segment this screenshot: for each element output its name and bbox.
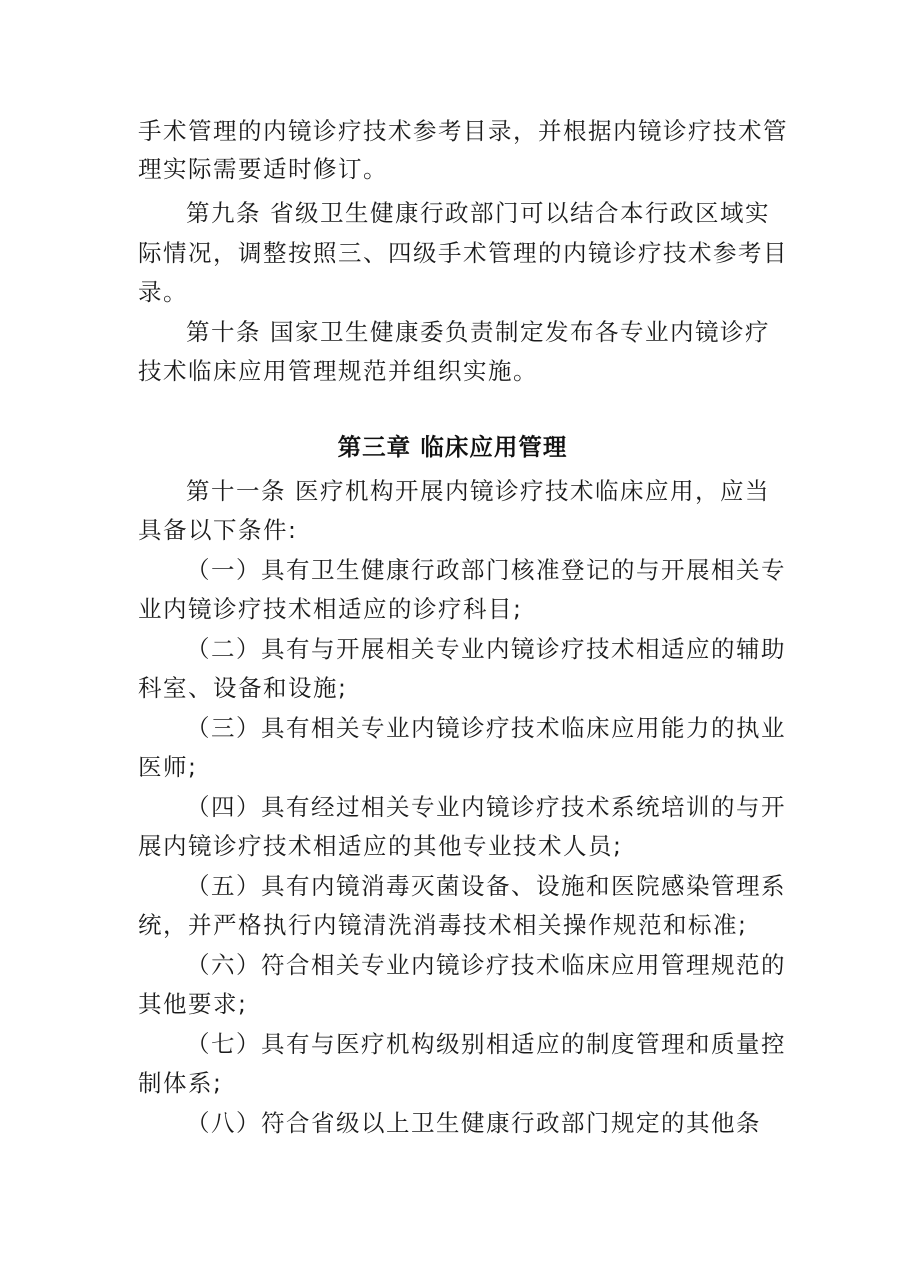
list-item-1: （一）具有卫生健康行政部门核准登记的与开展相关专 bbox=[186, 556, 786, 584]
article-11-first-line: 第十一条 医疗机构开展内镜诊疗技术临床应用，应当 bbox=[186, 477, 770, 505]
list-item-3: （三）具有相关专业内镜诊疗技术临床应用能力的执业 bbox=[186, 714, 786, 742]
text-line: 理实际需要适时修订。 bbox=[138, 155, 388, 183]
text-line: 制体系; bbox=[138, 1069, 223, 1097]
list-item-4: （四）具有经过相关专业内镜诊疗技术系统培训的与开 bbox=[186, 793, 786, 821]
text-line: 医师; bbox=[138, 753, 198, 781]
text-line: 统，并严格执行内镜清洗消毒技术相关操作规范和标准; bbox=[138, 911, 748, 939]
article-9-first-line: 第九条 省级卫生健康行政部门可以结合本行政区域实 bbox=[186, 199, 770, 227]
text-line: 际情况，调整按照三、四级手术管理的内镜诊疗技术参考目 bbox=[138, 239, 788, 267]
article-10-first-line: 第十条 国家卫生健康委负责制定发布各专业内镜诊疗 bbox=[186, 318, 770, 346]
list-item-7: （七）具有与医疗机构级别相适应的制度管理和质量控 bbox=[186, 1030, 786, 1058]
text-line: 科室、设备和设施; bbox=[138, 674, 348, 702]
list-item-6: （六）符合相关专业内镜诊疗技术临床应用管理规范的 bbox=[186, 951, 786, 979]
text-line: 展内镜诊疗技术相适应的其他专业技术人员; bbox=[138, 832, 623, 860]
text-line: 其他要求; bbox=[138, 990, 248, 1018]
list-item-5: （五）具有内镜消毒灭菌设备、设施和医院感染管理系 bbox=[186, 872, 786, 900]
list-item-2: （二）具有与开展相关专业内镜诊疗技术相适应的辅助 bbox=[186, 635, 786, 663]
text-line: 业内镜诊疗技术相适应的诊疗科目; bbox=[138, 595, 523, 623]
text-line: 具备以下条件: bbox=[138, 516, 298, 544]
text-line: 技术临床应用管理规范并组织实施。 bbox=[138, 357, 538, 385]
chapter-title: 第三章 临床应用管理 bbox=[337, 433, 568, 461]
text-line: 手术管理的内镜诊疗技术参考目录，并根据内镜诊疗技术管 bbox=[138, 117, 788, 145]
list-item-8: （八）符合省级以上卫生健康行政部门规定的其他条 bbox=[186, 1109, 761, 1137]
text-line: 录。 bbox=[138, 278, 188, 306]
